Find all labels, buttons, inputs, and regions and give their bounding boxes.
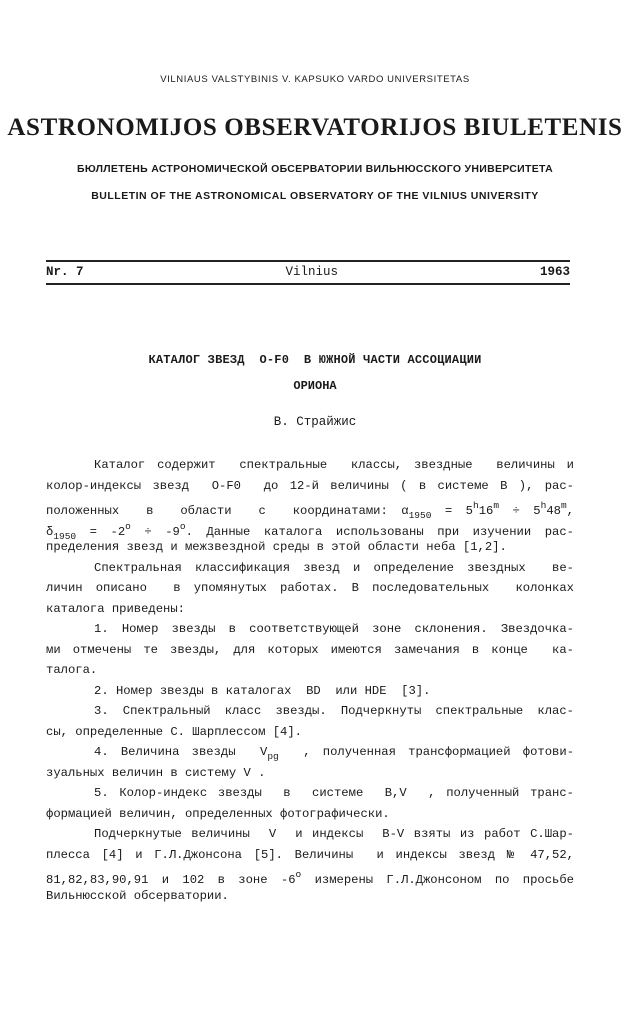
subscript: pg [267, 751, 279, 762]
text: положенных в области с координатами: α [46, 504, 409, 518]
text-line: Подчеркнутые величины V и индексы B-V взяты из работ С.Шар- [94, 827, 574, 841]
list-item-3: 3. Спектральный класс звезды. Подчеркнуты спектральные клас- [94, 704, 574, 718]
text: , [566, 504, 574, 518]
list-item-2: 2. Номер звезды в каталогах BD или HDE [3]. [94, 683, 431, 698]
text-line-declination [46, 517, 574, 542]
issue-line [46, 265, 570, 279]
subscript: 1950 [408, 510, 432, 521]
issue-city: Vilnius [285, 265, 338, 279]
text: = -2 [76, 524, 126, 539]
text: 16 [478, 504, 494, 518]
university-name: VILNIAUS VALSTYBINIS V. KAPSUKO VARDO UNIVERSITETAS [160, 74, 470, 85]
text-line: Каталог содержит спектральные классы, звездные величины и [94, 458, 574, 472]
text-line: колор-индексы звезд O-F0 до 12-й величины ( в системе B ), рас- [46, 478, 574, 493]
text: измерены Г.Л.Джонсоном по просьбе [301, 873, 574, 887]
text-line: каталога приведены: [46, 601, 185, 616]
list-item-1: 1. Номер звезды в соответствующей зоне склонения. Звездочка- [94, 622, 574, 636]
list-item-4 [46, 742, 574, 763]
text: 81,82,83,90,91 и 102 в зоне -6 [46, 873, 296, 887]
superscript: o [179, 520, 186, 532]
text: 48 [546, 504, 561, 518]
journal-subtitle-russian: БЮЛЛЕТЕНЬ АСТРОНОМИЧЕСКОЙ ОБСЕРВАТОРИИ ВИЛЬНЮССКОГО УНИВЕРСИТЕТА [77, 163, 553, 175]
text-line: Спектральная классификация звезд и определение звездных ве- [94, 560, 574, 575]
superscript: h [472, 500, 479, 511]
article-author: В. Страйжис [273, 415, 357, 429]
top-rule [46, 260, 570, 262]
text: 4. Величина звезды V [94, 745, 268, 759]
text: , полученная трансформацией фотови- [278, 745, 575, 759]
journal-title: ASTRONOMIJOS OBSERVATORIJOS BIULETENIS [7, 114, 623, 141]
superscript: o [295, 869, 302, 880]
text-line: ми отмечены те звезды, для которых имеются замечания в конце ка- [46, 642, 574, 657]
text-line-coordinates [46, 496, 574, 521]
issue-year: 1963 [539, 265, 570, 279]
issue-number: Nr. 7 [46, 265, 84, 279]
text: = 5 [431, 504, 473, 518]
text-line: личин описано в упомянутых работах. В последовательных колонках [46, 581, 574, 595]
text-line: пределения звезд и межзвездной среды в этой области неба [1,2]. [46, 540, 507, 554]
text: . Данные каталога использованы при изучении рас- [185, 524, 574, 539]
text-line: зуальных величин в систему V . [46, 765, 266, 780]
text-line: сы, определенные С. Шарплессом [4]. [46, 724, 302, 739]
text-line: талога. [46, 663, 98, 677]
text: ÷ -9 [130, 524, 180, 539]
subscript: 1950 [53, 530, 77, 542]
article-title-line1: КАТАЛОГ ЗВЕЗД О-F0 В ЮЖНОЙ ЧАСТИ АССОЦИАЦИИ [148, 353, 482, 367]
superscript: m [493, 500, 500, 511]
superscript: m [560, 500, 567, 511]
journal-subtitle-english: BULLETIN OF THE ASTRONOMICAL OBSERVATORY OF THE VILNIUS UNIVERSITY [91, 190, 539, 202]
text-line: Вильнюсской обсерватории. [46, 888, 229, 903]
list-item-5: 5. Колор-индекс звезды в системе B,V , полученный транс- [94, 786, 574, 800]
text: ÷ 5 [499, 504, 541, 518]
article-body [46, 455, 574, 906]
superscript: h [540, 500, 547, 511]
text-line: формацией величин, определенных фотографически. [46, 806, 390, 821]
text-line [46, 865, 574, 886]
text: δ [46, 524, 54, 539]
bottom-rule [46, 283, 570, 285]
text-line: плесса [4] и Г.Л.Джонсона [5]. Величины и индексы звезд № 47,52, [46, 847, 574, 862]
article-title-line2: ОРИОНА [293, 379, 337, 393]
superscript: o [125, 520, 131, 532]
